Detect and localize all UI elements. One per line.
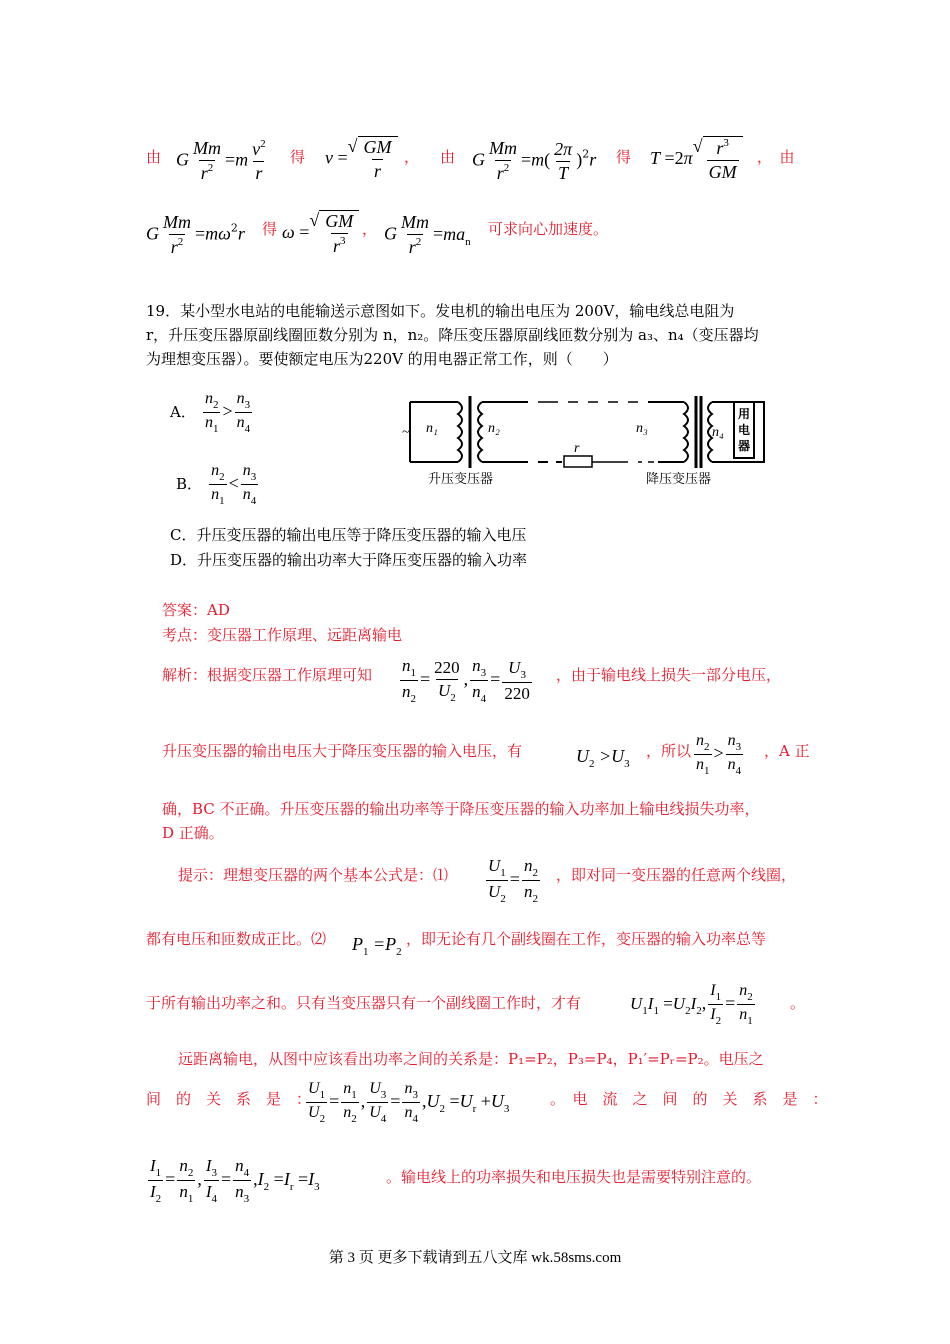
formula-current-relations: $\frac{I_1}{I_2}$ = $\frac{n_2}{n_1}$ , $\frac{I_3}{I_4}$ = $\frac{n_4}{n_3}$ $,I_2 =I_r =I_3$	[150, 1156, 320, 1205]
device-char-2: 电	[738, 423, 751, 437]
question-line-2: r，升压变压器原副线圈匝数分别为 n，n₂。降压变压器原副线匝数分别为 a₃、n₄（变压器均	[146, 326, 759, 344]
label-step-up: 升压变压器	[428, 472, 494, 487]
topic-line: 考点：变压器工作原理、远距离输电	[162, 626, 403, 644]
text-tail-1: ， 由	[757, 148, 795, 166]
far-line-2-suffix: 。 电 流 之 间 的 关 系 是 ：	[550, 1090, 828, 1108]
formula-ratio-compare: $\frac{n_2}{n_1}$ > $\frac{n_3}{n_4}$	[696, 732, 742, 777]
option-a-label: A．	[170, 403, 196, 421]
hint2-prefix: 都有电压和匝数成正比。⑵	[146, 930, 327, 948]
text-de-1: 得	[290, 148, 306, 166]
label-r: r	[574, 441, 580, 456]
label-n1: n₁	[426, 421, 438, 436]
option-c[interactable]: C．升压变压器的输出电压等于降压变压器的输入电压	[170, 526, 527, 544]
far-line-1: 远距离输电，从图中应该看出功率之间的关系是：P₁=P₂，P₃=P₄，P₁′=Pᵣ=P₂。电压之	[178, 1050, 764, 1068]
text-accel: 可求向心加速度。	[488, 220, 609, 238]
page-footer: 第 3 页 更多下载请到五八文库 wk.58sms.com	[328, 1250, 622, 1266]
text-de-2: 得	[616, 148, 632, 166]
text-you-2: 由	[440, 148, 456, 166]
analysis-prefix: 解析：根据变压器工作原理可知	[162, 666, 373, 684]
device-char-1: 用	[738, 407, 751, 421]
formula-gravity-v: G $\frac{Mm}{r^2}$ =m $\frac{v^2}{r}$	[176, 138, 266, 183]
option-b-label: B．	[176, 475, 203, 493]
label-step-down: 降压变压器	[646, 472, 712, 487]
device-char-3: 器	[738, 439, 751, 453]
option-b[interactable]: B． $\frac{n_2}{n_1}$ < $\frac{n_3}{n_4}$	[176, 462, 257, 507]
question-number: 19．	[146, 302, 181, 320]
question-line-1: 19．某小型水电站的电能输送示意图如下。发电机的输出电压为 200V，输电线总电阻为	[146, 302, 735, 320]
formula-T: T =2π √ $\frac{r^3}{GM}$	[650, 136, 743, 183]
hint3-suffix: 。	[790, 994, 806, 1012]
hint-suffix: ，即对同一变压器的任意两个线圈，	[556, 866, 797, 884]
para4: D 正确。	[162, 824, 224, 842]
formula-gravity-T: G $\frac{Mm}{r^2}$ =m( $\frac{2\pi}{T}$ )$^2$r	[472, 138, 597, 183]
option-a[interactable]: A． $\frac{n_2}{n_1}$ > $\frac{n_3}{n_4}$	[170, 390, 251, 435]
answer-line: 答案：AD	[162, 601, 230, 619]
label-n2: n₂	[488, 421, 500, 436]
formula-u2-gt-u3: $U_2 >U_3$	[576, 746, 630, 770]
ac-source-symbol: ~	[402, 425, 410, 440]
para2-mid: ，所以	[646, 742, 692, 760]
para2-suffix: ，A 正	[764, 742, 810, 760]
formula-omega: ω = √ $\frac{GM}{r^3}$	[282, 210, 359, 257]
formula-accel: G $\frac{Mm}{r^2}$ $=ma_n$	[384, 212, 471, 257]
label-n4: n₄	[712, 425, 724, 440]
analysis-suffix: ，由于输电线上损失一部分电压，	[556, 666, 782, 684]
formula-p1-eq-p2: $P_1 =P_2$	[352, 934, 402, 958]
para3: 确，BC 不正确。升压变压器的输出功率等于降压变压器的输入功率加上输电线损失功率，	[162, 800, 760, 818]
formula-hint-1: $\frac{U_1}{U_2}$ = $\frac{n_2}{n_2}$	[488, 856, 538, 905]
formula-hint-3: $U_1I_1 =U_2I_2$, $\frac{I_1}{I_2}$ = $\frac{n_2}{n_1}$	[630, 982, 753, 1027]
label-n3: n₃	[636, 421, 648, 436]
text-comma-1: ，	[404, 148, 420, 166]
para2-prefix: 升压变压器的输出电压大于降压变压器的输入电压，有	[162, 742, 523, 760]
formula-analysis: $\frac{n_1}{n_2}$ = $\frac{220}{U_2}$ , $\frac{n_3}{n_4}$ = $\frac{U_3}{220}$	[402, 656, 530, 705]
far-line-2-prefix: 间 的 关 系 是 ：	[146, 1090, 312, 1108]
transmission-diagram	[398, 388, 770, 488]
hint2-suffix: ，即无论有几个副线圈在工作，变压器的输入功率总等	[406, 930, 767, 948]
text-de-3: 得	[262, 220, 278, 238]
text-comma-2: ，	[362, 220, 378, 238]
hint3-prefix: 于所有输出功率之和。只有当变压器只有一个副线圈工作时，才有	[146, 994, 582, 1012]
text-you-1: 由	[146, 148, 162, 166]
formula-voltage-relations: $\frac{U_1}{U_2}$ = $\frac{n_1}{n_2}$ , $\frac{U_3}{U_4}$ = $\frac{n_3}{n_4}$ $,U_2 =U_r +U_3$	[308, 1080, 510, 1125]
question-line-3: 为理想变压器）。要使额定电压为220V 的用电器正常工作，则（ ）	[146, 350, 618, 368]
far-line-3-suffix: 。输电线上的功率损失和电压损失也是需要特别注意的。	[386, 1168, 762, 1186]
formula-v: v = √ $\frac{GM}{r}$	[325, 136, 398, 182]
hint-prefix: 提示：理想变压器的两个基本公式是：⑴	[178, 866, 449, 884]
formula-gravity-omega: G $\frac{Mm}{r^2}$ $=m\omega^2r$	[146, 212, 245, 257]
option-d[interactable]: D．升压变压器的输出功率大于降压变压器的输入功率	[170, 551, 528, 569]
